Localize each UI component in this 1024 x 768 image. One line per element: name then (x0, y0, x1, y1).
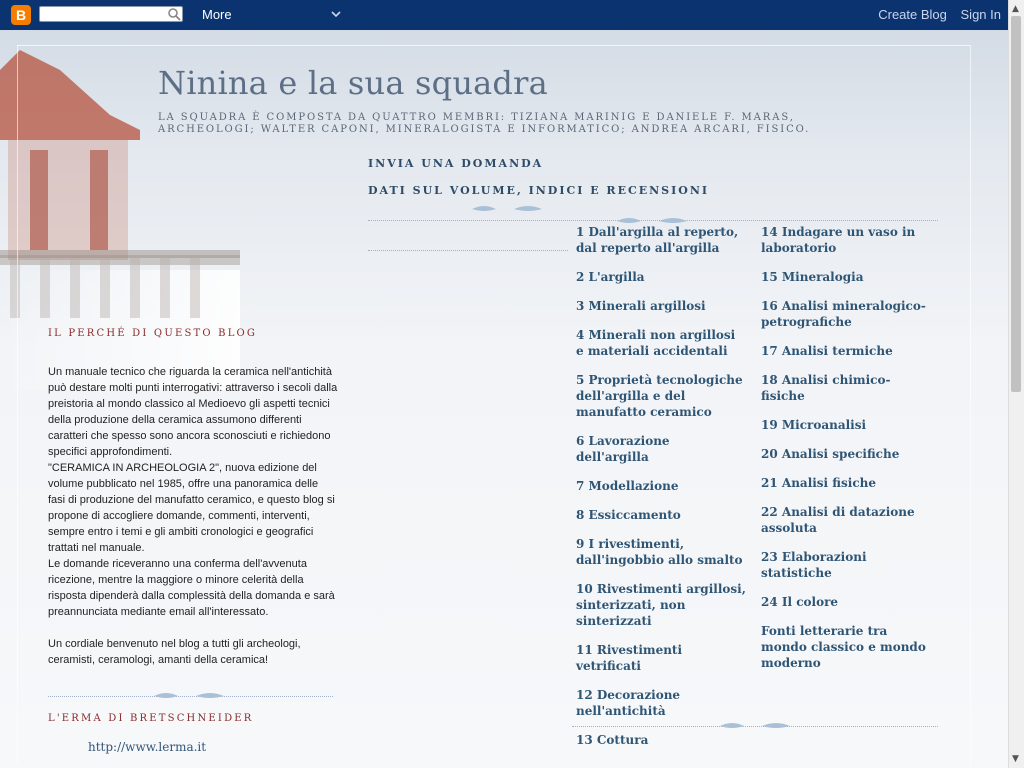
chapter-link[interactable]: 20 Analisi specifiche (761, 447, 900, 461)
flourish-ornament (718, 720, 798, 732)
about-paragraph: Un cordiale benvenuto nel blog a tutti gli archeologi, ceramisti, ceramologi, amanti della ceramica! (48, 638, 301, 666)
chapter-link[interactable]: 15 Mineralogia (761, 270, 864, 284)
chapter-link[interactable]: 21 Analisi fisiche (761, 476, 877, 490)
chapter-link[interactable]: 6 Lavorazione dell'argilla (576, 434, 670, 464)
page-link-invia-domanda[interactable]: INVIA UNA DOMANDA (368, 157, 544, 170)
page-scrollbar[interactable] (1008, 0, 1024, 768)
flourish-ornament (152, 690, 232, 702)
chapter-link[interactable]: 13 Cottura (576, 733, 649, 747)
chapter-link[interactable]: 1 Dall'argilla al reperto, dal reperto all'argilla (576, 225, 739, 255)
chapter-link[interactable]: 8 Essiccamento (576, 508, 681, 522)
scroll-up-icon[interactable]: ▲ (1012, 4, 1019, 14)
chapter-link[interactable]: 17 Analisi termiche (761, 344, 893, 358)
chapter-link[interactable]: 22 Analisi di datazione assoluta (761, 505, 915, 535)
about-paragraph (48, 620, 338, 636)
chapter-links-column-2 (761, 224, 931, 684)
sidebar-heading-erma: L'ERMA DI BRETSCHNEIDER (48, 713, 254, 724)
chapter-link[interactable]: 14 Indagare un vaso in laboratorio (761, 225, 916, 255)
about-paragraph: "CERAMICA IN ARCHEOLOGIA 2", nuova edizione del volume pubblicato nel 1985, offre una panoramica delle fasi di produzione del manufatto ceramico, e questo blog si propone di accogliere domande, commenti, interventi, sempre entro i temi e gli ambiti cronologici e geografici trattati nel manuale. (48, 462, 335, 554)
sidebar-about-text (48, 364, 338, 668)
sign-in-link[interactable]: Sign In (960, 7, 1001, 22)
chapter-link[interactable]: 12 Decorazione nell'antichità (576, 688, 681, 718)
lerma-website-link[interactable]: http://www.lerma.it (88, 740, 207, 754)
navbar-account-links (868, 7, 1001, 22)
about-paragraph: Le domande riceveranno una conferma dell'avvenuta ricezione, mentre la maggiore o minore celerità della risposta dipenderà dalla complessità della domanda e sarà preannunciata mediante email all'interessato. (48, 558, 335, 618)
about-paragraph: Un manuale tecnico che riguarda la ceramica nell'antichità può destare molti punti interrogativi: attraverso i secoli dalla preistoria al mondo classico al Medioevo gli aspetti tecnici della produzione della ceramica assumono differenti caratteri che spesso sono ancora sconosciuti e richiedono specifici approfondimenti. (48, 366, 338, 458)
blogger-logo-icon[interactable]: B (11, 5, 31, 25)
chapter-links-column-1 (576, 224, 746, 761)
blog-title[interactable]: Ninina e la sua squadra (158, 64, 548, 102)
blogger-navbar (0, 0, 1009, 30)
page-link-dati-volume[interactable]: DATI SUL VOLUME, INDICI E RECENSIONI (368, 184, 710, 197)
chapter-link[interactable]: 16 Analisi mineralogico-petrografiche (761, 299, 926, 329)
chapter-link[interactable]: 23 Elaborazioni statistiche (761, 550, 867, 580)
more-menu-button[interactable]: More (202, 7, 232, 22)
create-blog-link[interactable]: Create Blog (878, 7, 947, 22)
sidebar-heading-perche: IL PERCHÉ DI QUESTO BLOG (48, 328, 258, 339)
chapter-link[interactable]: 2 L'argilla (576, 270, 645, 284)
scrollbar-thumb[interactable] (1011, 16, 1021, 392)
chapter-link[interactable]: 5 Proprietà tecnologiche dell'argilla e del manufatto ceramico (576, 373, 743, 419)
chapter-link[interactable]: 24 Il colore (761, 595, 839, 609)
chapter-link[interactable]: 9 I rivestimenti, dall'ingobbio allo smalto (576, 537, 743, 567)
chapter-link[interactable]: 11 Rivestimenti vetrificati (576, 643, 683, 673)
flourish-ornament (470, 203, 550, 215)
chapter-link[interactable]: 10 Rivestimenti argillosi, sinterizzati, non sinterizzati (576, 582, 746, 628)
search-input[interactable] (39, 6, 183, 22)
search-icon[interactable] (167, 7, 181, 21)
content-frame-left (17, 45, 18, 765)
chapter-link[interactable]: 18 Analisi chimico-fisiche (761, 373, 891, 403)
chevron-down-icon[interactable] (330, 8, 342, 20)
blog-description: LA SQUADRA È COMPOSTA DA QUATTRO MEMBRI: TIZIANA MARINIG E DANIELE F. MARAS, ARCHEOLOGI; WALTER CAPONI, MINERALOGISTA E INFORMATICO; ANDREA ARCARI, FISICO. (158, 112, 811, 135)
chapter-link[interactable]: 4 Minerali non argillosi e materiali accidentali (576, 328, 736, 358)
scroll-down-icon[interactable]: ▼ (1012, 754, 1019, 764)
content-frame-right (970, 45, 971, 765)
content-frame-top (17, 45, 970, 46)
chapter-link[interactable]: 19 Microanalisi (761, 418, 867, 432)
chapter-link[interactable]: 7 Modellazione (576, 479, 679, 493)
divider (368, 250, 568, 251)
chapter-link[interactable]: 3 Minerali argillosi (576, 299, 706, 313)
chapter-link[interactable]: Fonti letterarie tra mondo classico e mondo moderno (761, 624, 926, 670)
